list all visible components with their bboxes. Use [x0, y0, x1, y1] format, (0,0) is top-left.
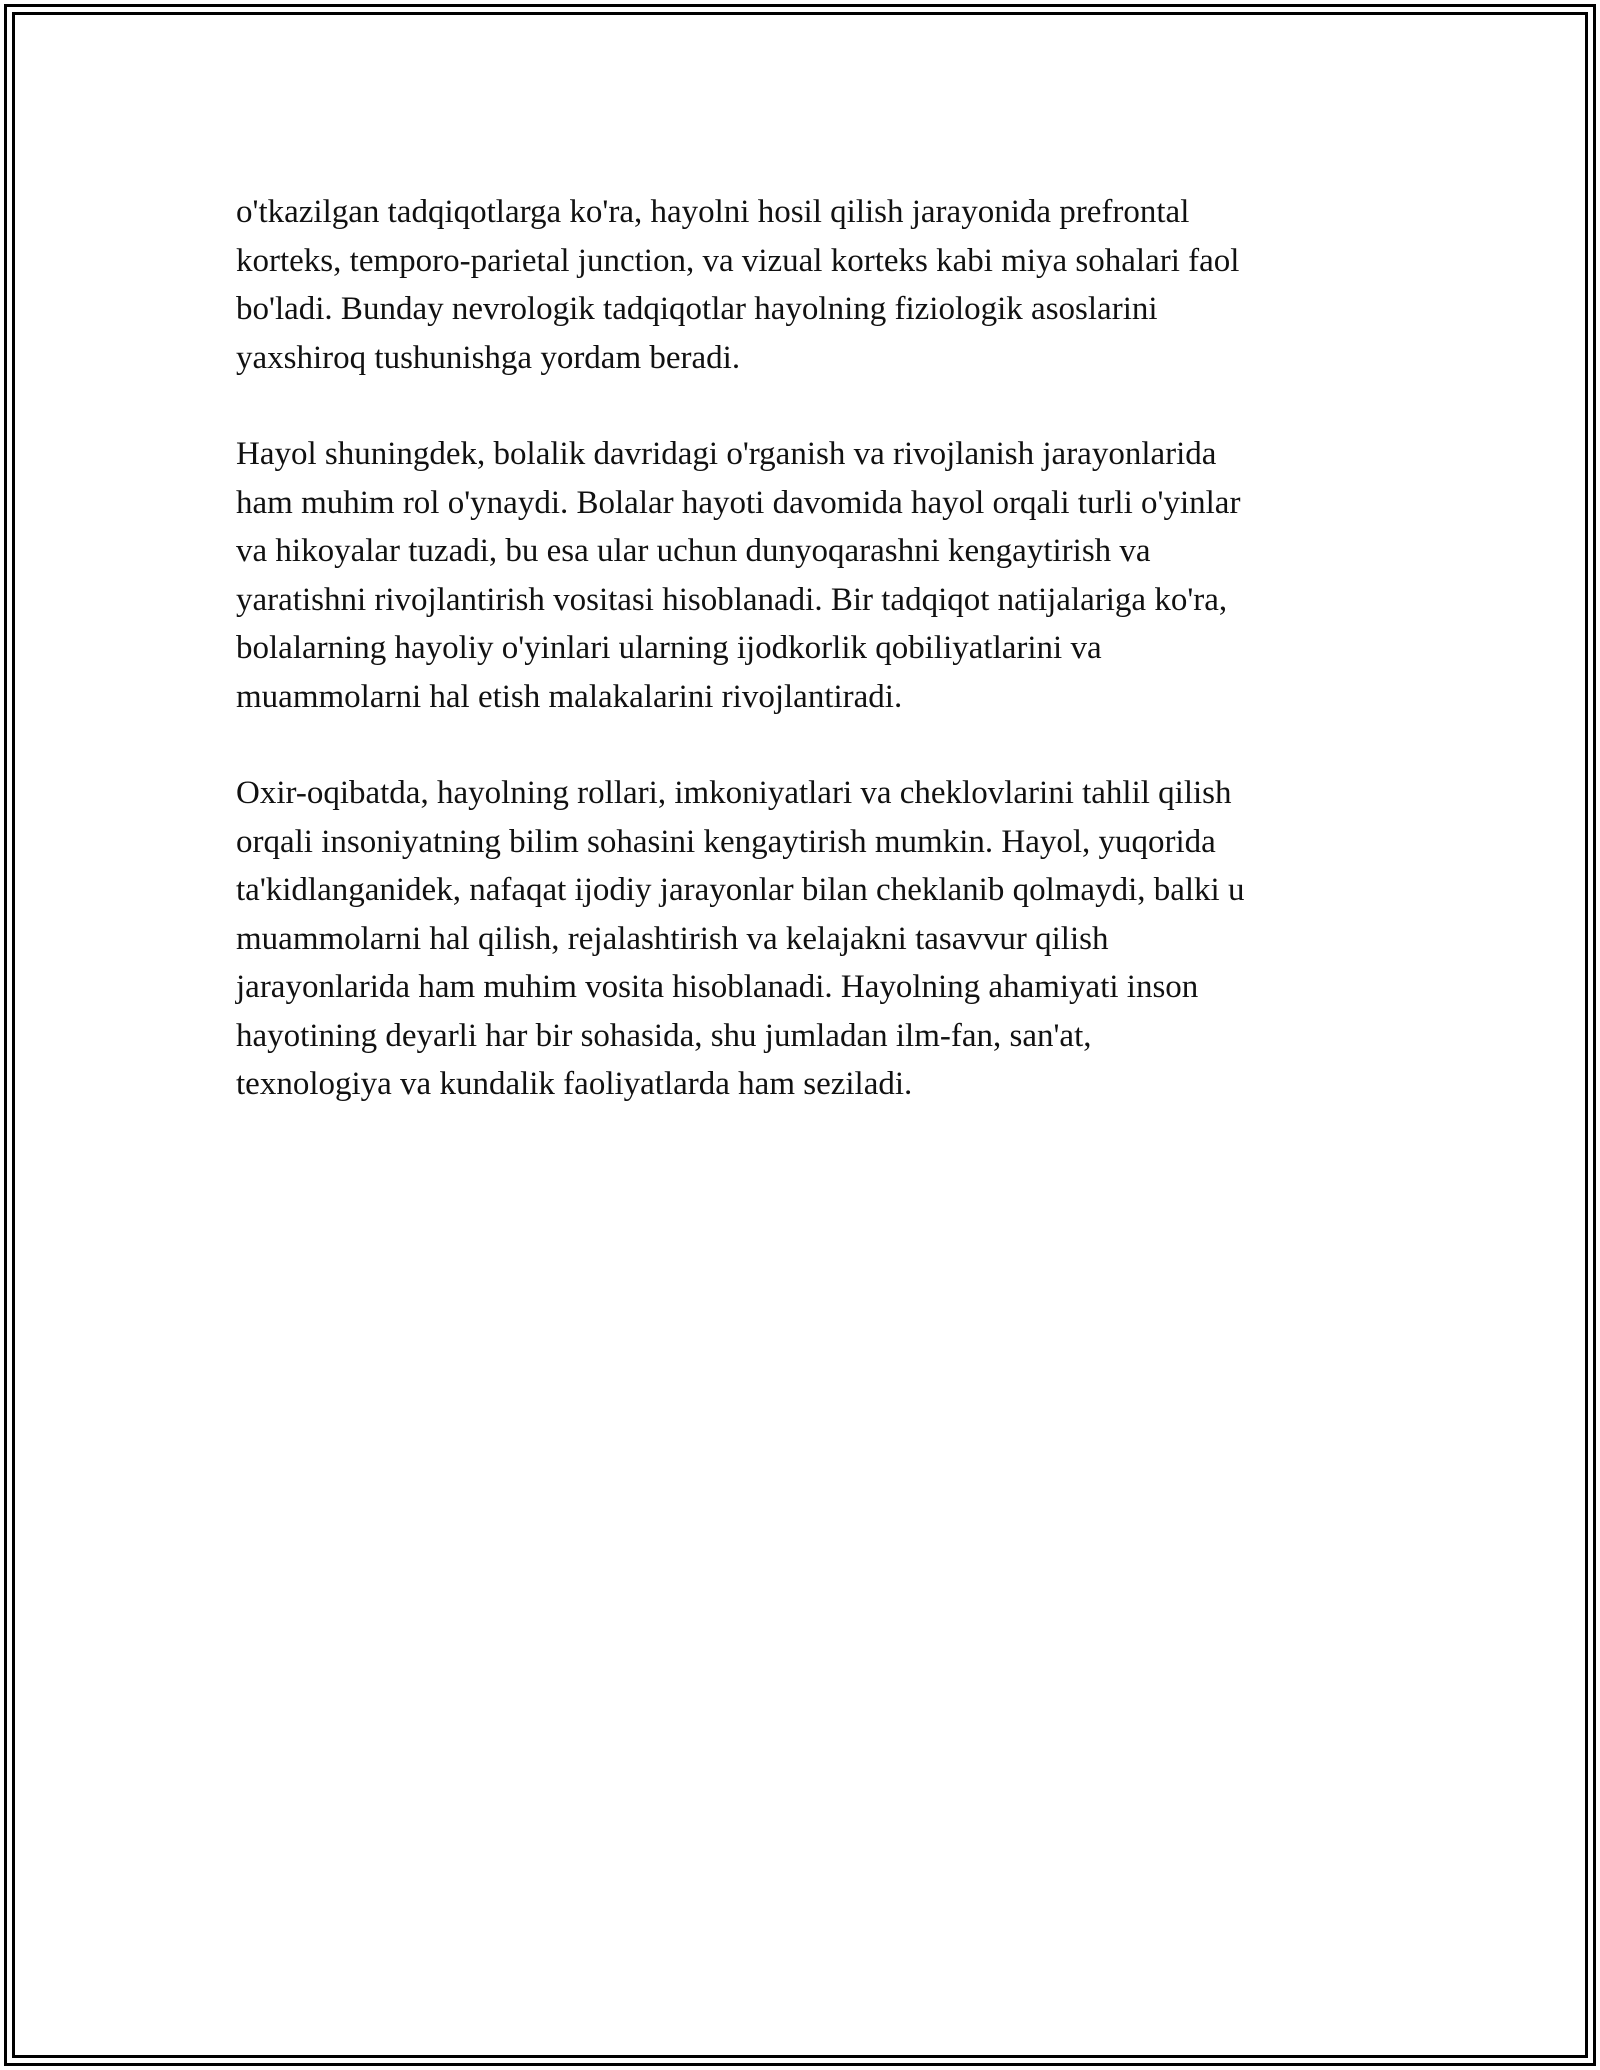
text-line: muammolarni hal qilish, rejalashtirish va kelajakni tasavvur qilish	[236, 920, 1109, 957]
text-line: orqali insoniyatning bilim sohasini kengaytirish mumkin. Hayol, yuqorida	[236, 823, 1216, 860]
text-line: ta'kidlanganidek, nafaqat ijodiy jarayonlar bilan cheklanib qolmaydi, balki u	[236, 872, 1245, 908]
text-line: hayotining deyarli har bir sohasida, shu jumladan ilm-fan, san'at,	[236, 1017, 1092, 1054]
text-line: ham muhim rol o'ynaydi. Bolalar hayoti davomida hayol orqali turli o'yinlar	[236, 484, 1241, 521]
text-line: texnologiya va kundalik faoliyatlarda ham seziladi.	[236, 1066, 913, 1102]
text-line: muammolarni hal etish malakalarini rivojlantiradi.	[236, 678, 903, 715]
text-line: Oxir-oqibatda, hayolning rollari, imkoniyatlari va cheklovlarini tahlil qilish	[236, 775, 1232, 811]
text-line: o'tkazilgan tadqiqotlarga ko'ra, hayolni hosil qilish jarayonida prefrontal	[236, 194, 1190, 230]
text-line: korteks, temporo-parietal junction, va vizual korteks kabi miya sohalari faol	[236, 242, 1240, 279]
paragraph-2	[236, 430, 1376, 721]
paragraph-3	[236, 769, 1376, 1109]
text-line: yaxshiroq tushunishga yordam beradi.	[236, 339, 741, 376]
text-line: Hayol shuningdek, bolalik davridagi o'rganish va rivojlanish jarayonlarida	[236, 436, 1217, 472]
text-line: bo'ladi. Bunday nevrologik tadqiqotlar hayolning fiziologik asoslarini	[236, 291, 1158, 327]
text-line: bolalarning hayoliy o'yinlari ularning ijodkorlik qobiliyatlarini va	[236, 630, 1102, 666]
text-line: jarayonlarida ham muhim vosita hisoblanadi. Hayolning ahamiyati inson	[236, 969, 1199, 1005]
text-line: va hikoyalar tuzadi, bu esa ular uchun dunyoqarashni kengaytirish va	[236, 533, 1151, 569]
text-line: yaratishni rivojlantirish vositasi hisoblanadi. Bir tadqiqot natijalariga ko'ra,	[236, 581, 1228, 618]
paragraph-1	[236, 188, 1376, 382]
document-body	[236, 188, 1376, 1157]
